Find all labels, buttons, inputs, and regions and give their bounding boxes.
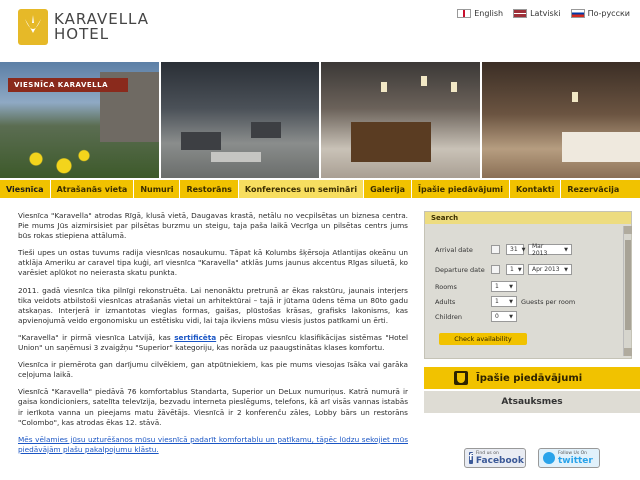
lang-english[interactable]	[457, 9, 503, 18]
nav-item-restaurant[interactable]: Restorāns	[180, 180, 238, 198]
paragraph: Viesnīcā "Karavella" piedāvā 76 komfortablus Standarta, Superior un DeLux numuriņus. Katrā numurā ir gaisa kondicioniers, satelīta televīzija, bezvadu interneta pieslēgums, telefons, kā arī visās vannas istabās ir ierīkota vanna un pieejams matu žāvētājs. Viesnīcā ir 2 konferenču zāles, Lobby bārs un restorāns "Colombo", kas atrodas ēkas 12. stāvā.	[18, 387, 408, 427]
adults-suffix: Guests per room	[521, 297, 576, 306]
lang-latvian[interactable]	[513, 9, 560, 18]
flowers-decoration	[20, 142, 100, 176]
main-nav	[0, 180, 640, 198]
nav-item-conferences[interactable]: Konferences un semināri	[239, 180, 364, 198]
chevron-down-icon: ▼	[517, 266, 522, 273]
header	[0, 0, 640, 60]
hotel-exterior-photo	[0, 62, 159, 178]
nav-item-special-offers[interactable]: Īpašie piedāvājumi	[412, 180, 510, 198]
rooms-label: Rooms	[435, 282, 457, 291]
certified-link[interactable]: sertificēta	[174, 332, 217, 342]
rooms-select[interactable]	[491, 281, 517, 292]
chevron-down-icon: ▼	[521, 246, 526, 253]
lamp-shape	[451, 82, 457, 92]
twitter-text	[558, 451, 593, 466]
sidebar	[424, 211, 640, 480]
facebook-text	[476, 451, 524, 466]
search-box	[424, 211, 632, 359]
lamp-shape	[572, 92, 578, 102]
latvia-flag-icon	[513, 9, 527, 18]
logo-icon	[18, 9, 48, 45]
chevron-down-icon: ▼	[509, 283, 513, 290]
bed-shape	[562, 132, 640, 162]
lamp-shape	[421, 76, 427, 86]
hotel-logo[interactable]	[18, 9, 149, 45]
nav-item-hotel[interactable]: Viesnīca	[0, 180, 51, 198]
children-label: Children	[435, 312, 463, 321]
adults-label: Adults	[435, 297, 456, 306]
services-link[interactable]: Mēs vēlamies jūsu uzturēšanos mūsu viesnīcā padarīt komfortablu un patīkamu, tāpēc lūdzu sekojiet mūs piedāvājām plašu pakalpojumu klāstu.	[18, 434, 408, 454]
paragraph: Tieši upes un ostas tuvums radija viesnīcas nosaukumu. Tāpat kā Kolumbs šķērsoja Atlantijas okeānu un atklāja Ameriku ar caravel tipa kuģi, arī viesnīca "Karavella" atklās Jums jaunus akcentus Rīgas siluetā, ko varēsiet aplūkot no neierasta skatu punkta.	[18, 248, 408, 278]
lang-russian-label: По-русски	[587, 9, 630, 18]
departure-row	[435, 264, 576, 275]
departure-label: Departure date	[435, 265, 485, 274]
bar-counter-shape	[351, 122, 431, 162]
nav-item-gallery[interactable]: Galerija	[364, 180, 412, 198]
main-content	[18, 211, 408, 462]
language-switcher	[457, 9, 630, 18]
facebook-label: Facebook	[475, 455, 524, 466]
nav-item-contacts[interactable]: Kontakti	[510, 180, 561, 198]
twitter-small-label: Follow Us On	[558, 450, 588, 456]
brand-name: KARAVELLA	[54, 10, 150, 28]
nav-item-reservation[interactable]: Rezervācija	[567, 184, 620, 194]
bar-photo	[321, 62, 480, 178]
arrival-day-select[interactable]	[506, 244, 524, 255]
arrival-month-value: Mar 2013	[532, 242, 548, 257]
facebook-small-label: Find us on	[475, 450, 499, 456]
paragraph: 2011. gadā viesnīca tika pilnīgi rekonstruēta. Lai nenonāktu pretrunā ar ēkas rakstūru, jaunais interjers tika veidots atbilstoši viesnīcas atrašanās vietai un arhitektūrai – tajā ir jūtama ūdens tēma un 80to gadu atskaņas. Interjerā ir izmantotas vieglas formas, gaišas, plūstošas krāsas, grafisks lakonisms, kas apvienojumā veido ergonomisku un estētisku vidi, lai taja ikviens mūsu viesis justos patīkami un ērti.	[18, 285, 408, 325]
lamp-shape	[381, 82, 387, 92]
facebook-icon: f	[469, 453, 473, 463]
search-title: Search	[425, 212, 631, 224]
chevron-down-icon: ▼	[509, 298, 513, 305]
brand-subtitle: HOTEL	[54, 25, 110, 43]
calendar-icon[interactable]	[491, 245, 500, 254]
sofa-shape	[251, 122, 281, 138]
lang-latvian-label: Latviski	[530, 9, 561, 18]
scroll-up-icon[interactable]	[624, 226, 632, 234]
adults-value: 1	[495, 298, 499, 305]
adults-select[interactable]	[491, 296, 517, 307]
departure-day-select[interactable]	[506, 264, 524, 275]
twitter-label: twitter	[558, 455, 593, 466]
special-offers-label: Īpašie piedāvājumi	[476, 372, 583, 384]
lang-english-label: English	[474, 9, 504, 18]
reviews-banner[interactable]: Atsauksmes	[424, 391, 640, 413]
special-offers-banner[interactable]	[424, 367, 640, 389]
paragraph-text: "Karavella" ir pirmā viesnīca Latvijā, kas	[18, 332, 175, 342]
lobby-photo	[161, 62, 320, 178]
photo-banner	[0, 62, 640, 178]
children-row	[435, 311, 521, 322]
arrival-day-value: 31	[510, 246, 518, 253]
rooms-value: 1	[495, 283, 499, 290]
children-value: 0	[495, 313, 499, 320]
search-scrollbar[interactable]	[623, 226, 631, 356]
departure-day-value: 1	[510, 266, 514, 273]
calendar-icon[interactable]	[491, 265, 500, 274]
lang-russian[interactable]	[571, 9, 630, 18]
departure-month-select[interactable]	[528, 264, 572, 275]
rooms-row	[435, 281, 521, 292]
paragraph: Viesnīca "Karavella" atrodas Rīgā, klusā vietā, Daugavas krastā, netālu no vecpilsētas un biznesa centra. Pie mums Jūs aizmirsisiet par pilsētas burzmu un steigu, taja paša laikā Vecrīga un pilsētas centrs jums būs rokas stiepiena attālumā.	[18, 211, 408, 241]
twitter-icon	[543, 452, 555, 464]
twitter-button[interactable]	[538, 448, 600, 468]
facebook-button[interactable]	[464, 448, 526, 468]
uk-flag-icon	[457, 9, 471, 18]
chevron-down-icon: ▼	[564, 266, 568, 273]
arrival-label: Arrival date	[435, 245, 473, 254]
chevron-down-icon: ▼	[509, 313, 513, 320]
children-select[interactable]	[491, 311, 517, 322]
scroll-thumb[interactable]	[625, 240, 631, 330]
paragraph	[18, 333, 408, 353]
nav-item-rooms[interactable]: Numuri	[134, 180, 180, 198]
paragraph: Viesnīca ir piemērota gan darījumu cilvēkiem, gan atpūtniekiem, kas pie mums viesojas īsāka vai garāka ceļojuma laikā.	[18, 360, 408, 380]
special-offers-icon	[454, 371, 468, 385]
hotel-sign: VIESNĪCA KARAVELLA	[8, 78, 128, 92]
departure-month-value: Apr 2013	[532, 266, 560, 273]
sofa-shape	[181, 132, 221, 150]
check-availability-button[interactable]: Check availability	[439, 333, 527, 345]
nav-item-location[interactable]: Atrašanās vieta	[51, 180, 135, 198]
adults-row	[435, 296, 575, 307]
russia-flag-icon	[571, 9, 585, 18]
table-shape	[211, 152, 261, 162]
chevron-down-icon: ▼	[564, 246, 568, 253]
arrival-month-select[interactable]	[528, 244, 572, 255]
paragraph-text: pēc Eiropas viesnīcu klasifikācijas sistēmas "Hotel Union" un saņēmusi 3 zvaigžņu "Superior" kategoriju, kas norāda uz paaugstinātas klases komfortu.	[18, 332, 409, 353]
arrival-row	[435, 244, 576, 255]
scroll-down-icon[interactable]	[624, 348, 632, 356]
room-photo	[482, 62, 640, 178]
